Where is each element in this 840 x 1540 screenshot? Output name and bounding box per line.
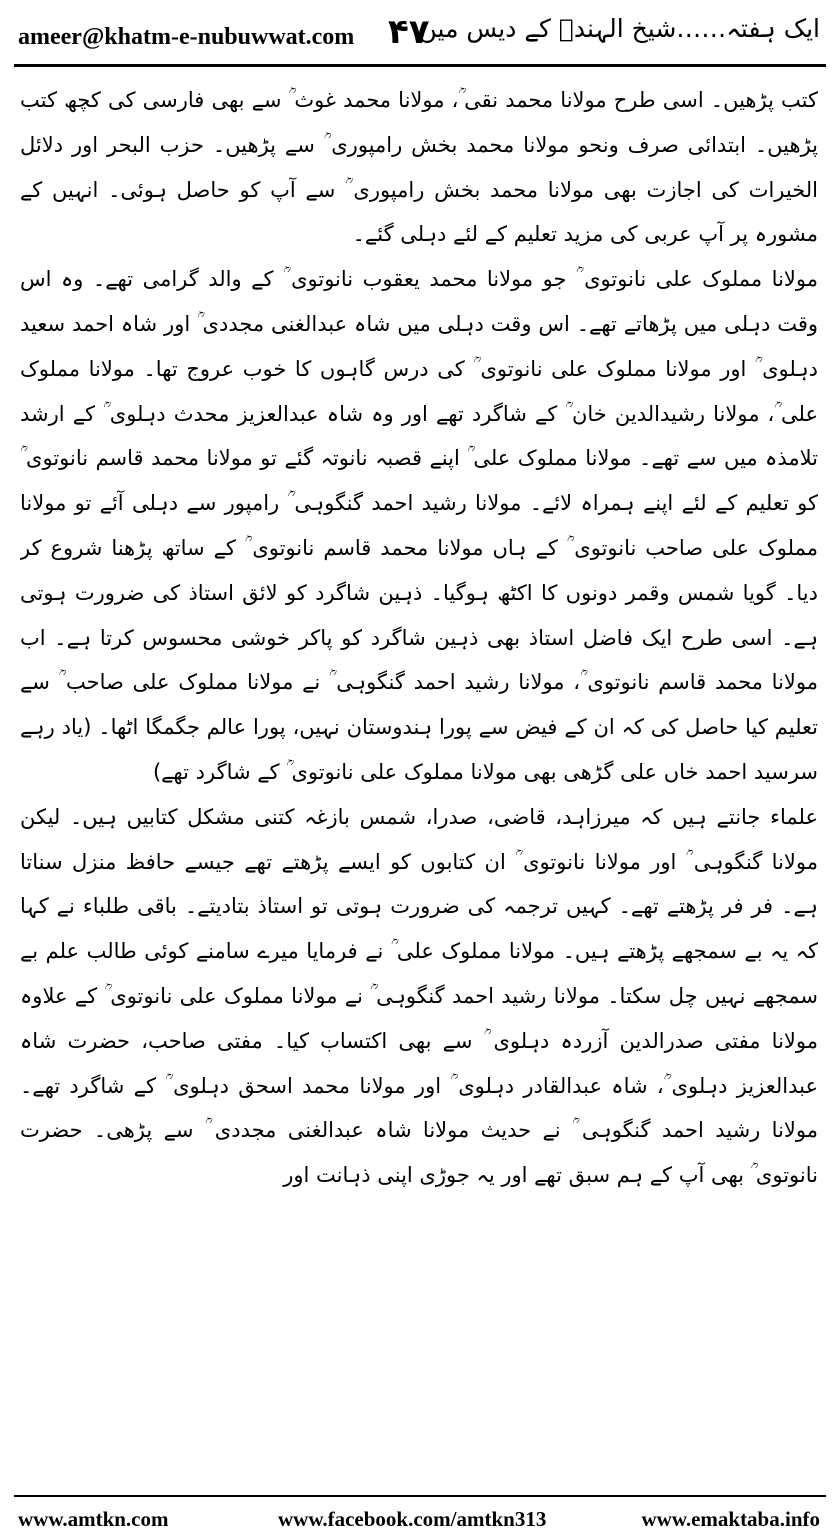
paragraph: علماء جانتے ہیں کہ میرزاہد، قاضی، صدرا، شمس بازغہ کتنی مشکل کتابیں ہیں۔ لیکن مولانا گنگوہی ؒ اور مولانا نانوتوی ؒ ان کتابوں کو ایسے پڑھتے تھے جیسے حافظ منزل سناتا ہے۔ فر فر پڑھتے تھے۔ کہیں ترجمہ کی ضرورت ہوتی تو استاذ بتادیتے۔ باقی طلباء نے کہا کہ یہ بے سمجھے پڑھتے ہیں۔ مولانا مملوک علی ؒ نے فرمایا میرے سامنے کوئی طالب علم بے سمجھے نہیں چل سکتا۔ مولانا رشید احمد گنگوہی ؒ نے مولانا مملوک علی نانوتوی ؒ کے علاوہ مولانا مفتی صدرالدین آزردہ دہلوی ؒ سے بھی اکتساب کیا۔ مفتی صاحب، حضرت شاہ عبدالعزیز دہلوی ؒ، شاہ عبدالقادر دہلوی ؒ اور مولانا محمد اسحق دہلوی ؒ کے شاگرد تھے۔ مولانا رشید احمد گنگوہی ؒ نے حدیث مولانا شاہ عبدالغنی مجددی ؒ سے پڑھی۔ حضرت نانوتوی ؒ بھی آپ کے ہم سبق تھے اور یہ جوڑی اپنی ذہانت اور: [20, 804, 818, 1188]
footer-divider: [14, 1495, 826, 1497]
footer-link-facebook[interactable]: www.facebook.com/amtkn313: [278, 1507, 547, 1531]
page-header: [0, 0, 840, 72]
article-body: [20, 78, 818, 1483]
footer-link-emaktaba[interactable]: www.emaktaba.info: [641, 1507, 820, 1531]
page-number: ۴۷: [388, 12, 430, 52]
header-email: ameer@khatm-e-nubuwwat.com: [18, 24, 355, 50]
paragraph: کتب پڑھیں۔ اسی طرح مولانا محمد نقی ؒ، مولانا محمد غوث ؒ سے بھی فارسی کی کچھ کتب پڑھیں۔ ابتدائی صرف ونحو مولانا محمد بخش رامپوری ؒ سے پڑھیں۔ حزب البحر اور دلائل الخیرات کی اجازت بھی مولانا محمد بخش رامپوری ؒ سے آپ کو حاصل ہوئی۔ انہیں کے مشورہ پر آپ عربی کی مزید تعلیم کے لئے دہلی گئے۔: [20, 88, 818, 247]
paragraph: مولانا مملوک علی نانوتوی ؒ جو مولانا محمد یعقوب نانوتوی ؒ کے والد گرامی تھے۔ وہ اس وقت دہلی میں پڑھاتے تھے۔ اس وقت دہلی میں شاہ عبدالغنی مجددی ؒ اور شاہ احمد سعید دہلوی ؒ اور مولانا مملوک علی نانوتوی ؒ کی درس گاہوں کا خوب عروج تھا۔ مولانا مملوک علی ؒ، مولانا رشیدالدین خان ؒ کے شاگرد تھے اور وہ شاہ عبدالعزیز محدث دہلوی ؒ کے ارشد تلامذہ میں سے تھے۔ مولانا مملوک علی ؒ اپنے قصبہ نانوتہ گئے تو مولانا محمد قاسم نانوتوی ؒ کو تعلیم کے لئے اپنے ہمراہ لائے۔ مولانا رشید احمد گنگوہی ؒ رامپور سے دہلی آئے تو مولانا مملوک علی صاحب نانوتوی ؒ کے ہاں مولانا محمد قاسم نانوتوی ؒ کے ساتھ پڑھنا شروع کر دیا۔ گویا شمس وقمر دونوں کا اکٹھ ہوگیا۔ ذہین شاگرد کو لائق استاذ کی ضرورت ہوتی ہے۔ اسی طرح ایک فاضل استاذ بھی ذہین شاگرد کو پاکر خوشی محسوس کرتا ہے۔ اب مولانا محمد قاسم نانوتوی ؒ، مولانا رشید احمد گنگوہی ؒ نے مولانا مملوک علی صاحب ؒ سے تعلیم کیا حاصل کی کہ ان کے فیض سے پورا ہندوستان نہیں، پورا عالم جگمگا اٹھا۔ (یاد رہے سرسید احمد خاں علی گڑھی بھی مولانا مملوک علی نانوتوی ؒ کے شاگرد تھے): [20, 267, 818, 784]
footer-link-amtkn[interactable]: www.amtkn.com: [18, 1507, 169, 1531]
page-footer: [0, 1495, 840, 1540]
running-title: ایک ہفتہ……شیخ الہندؒ کے دیس میں: [418, 14, 820, 43]
header-divider: [14, 64, 826, 67]
